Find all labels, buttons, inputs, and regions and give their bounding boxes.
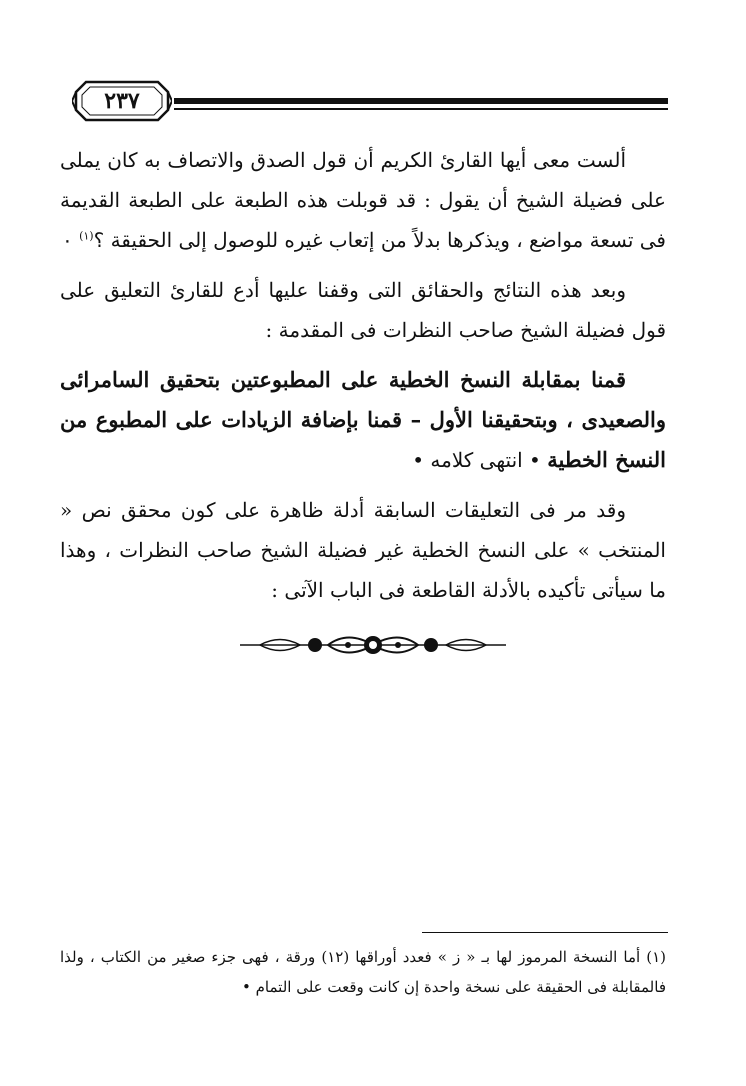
paragraph-1 [60,140,666,260]
footnote-ref: (١) [79,229,94,243]
ornament-divider-icon [240,628,506,662]
quote-tail: • انتهى كلامه • [412,448,541,472]
footnote [60,942,666,1002]
header-rule-thick [174,98,668,104]
footnote-text: (١) أما النسخة المرموز لها بـ « ز » فعدد أوراقها (١٢) ورقة ، فهى جزء صغير من الكتاب ، ولذا فالمقابلة فى الحقيقة على نسخة واحدة إن كانت وقعت على التمام • [60,948,666,996]
quote-paragraph [60,360,666,480]
paragraph-2: وبعد هذه النتائج والحقائق التى وقفنا عليها أدع للقارئ التعليق على قول فضيلة الشيخ صاحب النظرات فى المقدمة : [60,278,666,342]
page-number: ٢٣٧ [104,88,140,114]
paragraph-1-end: ۰ [61,228,73,252]
main-text [60,140,666,620]
header-rule-thin [174,108,668,110]
quote-bold-text: قمنا بمقابلة النسخ الخطية على المطبوعتين بتحقيق السامرائى والصعيدى ، وبتحقيقنا الأول – قمنا بإضافة الزيادات على المطبوع من النسخ الخطية [60,367,666,472]
footnote-separator [422,932,668,933]
paragraph-3: وقد مر فى التعليقات السابقة أدلة ظاهرة على كون محقق نص « المنتخب » على النسخ الخطية غير فضيلة الشيخ صاحب النظرات ، وهذا ما سيأتى تأكيده بالأدلة القاطعة فى الباب الآتى : [60,498,666,602]
page-header [72,78,668,124]
paragraph-1-text: ألست معى أيها القارئ الكريم أن قول الصدق والاتصاف به كان يملى على فضيلة الشيخ أن يقول : قد قوبلت هذه الطبعة على الطبعة القديمة فى تسعة مواضع ، ويذكرها بدلاً من إتعاب غيره للوصول إلى الحقيقة ؟ [60,148,666,252]
